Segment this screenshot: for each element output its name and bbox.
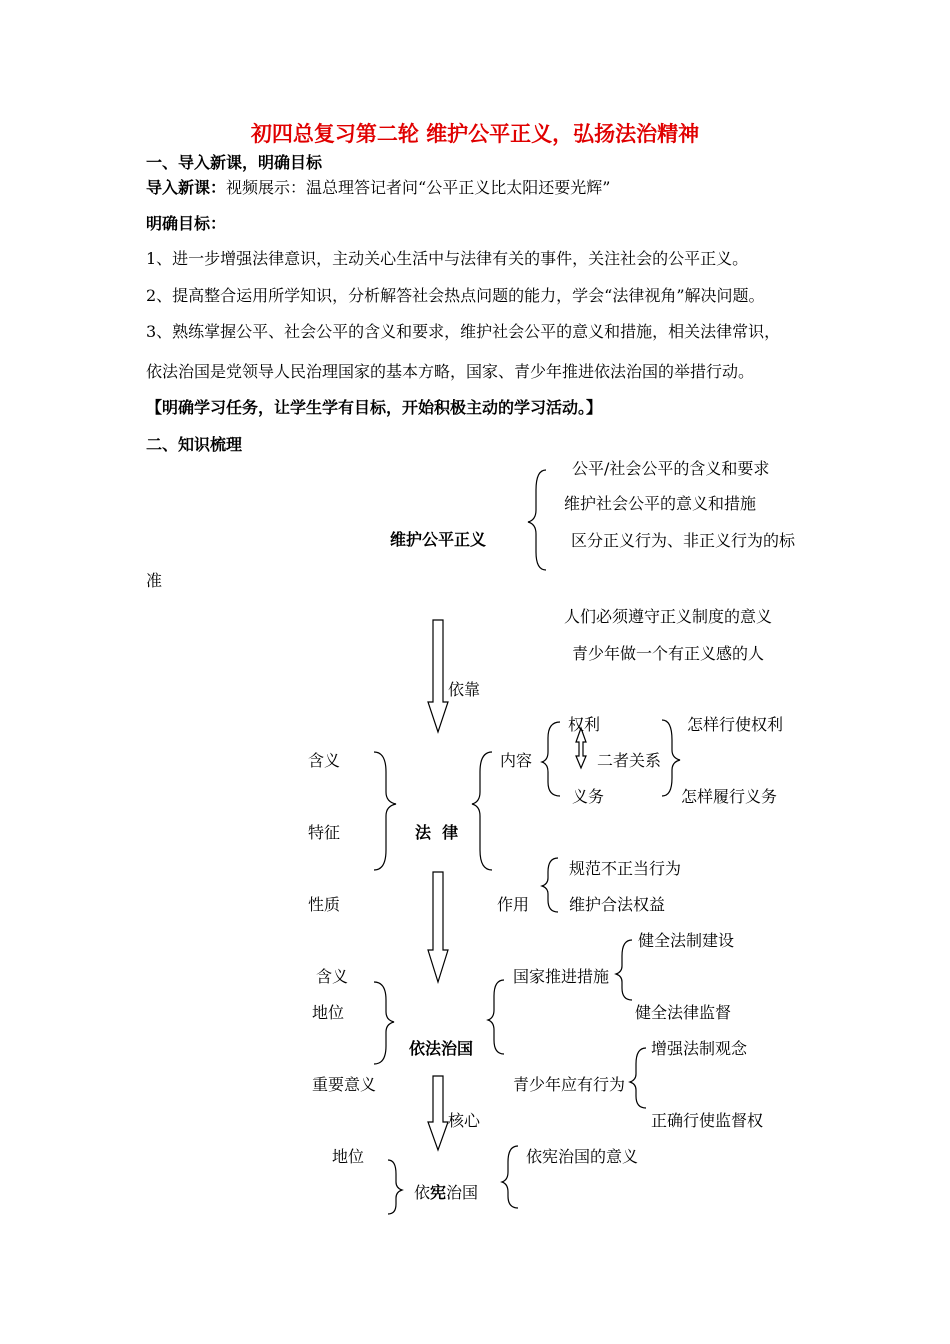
goals-label: 明确目标：	[146, 214, 227, 233]
justice-item: 区分正义行为、非正义行为的标	[571, 531, 796, 550]
relation-brace	[662, 720, 680, 796]
intro-label: 导入新课：	[146, 178, 227, 197]
law-duties: 义务	[572, 787, 605, 806]
law-function-item: 规范不正当行为	[569, 859, 682, 878]
constitution-center	[414, 1183, 478, 1203]
arrow-down-1	[428, 620, 448, 732]
rule-state-item: 健全法制建设	[638, 931, 735, 950]
justice-item-wrap: 准	[146, 571, 163, 590]
justice-center: 维护公平正义	[390, 530, 487, 549]
law-center: 法 律	[415, 823, 459, 842]
justice-item: 公平/社会公平的含义和要求	[572, 459, 770, 478]
function-brace	[542, 858, 558, 912]
law-function-item: 维护合法权益	[569, 895, 666, 914]
constitution-right-item: 依宪治国的意义	[526, 1147, 639, 1166]
law-left-brace	[374, 752, 396, 870]
constitution-center-bold: 宪	[430, 1183, 447, 1202]
rule-youth-item: 正确行使监督权	[651, 1111, 764, 1130]
rule-center: 依法治国	[409, 1039, 474, 1058]
rule-youth-label: 青少年应有行为	[513, 1075, 626, 1094]
law-left-item: 含义	[308, 751, 341, 770]
constitution-center-suffix: 治国	[446, 1183, 479, 1202]
constitution-left-brace	[388, 1160, 402, 1214]
justice-brace	[528, 470, 546, 570]
rule-state-label: 国家推进措施	[513, 967, 610, 986]
intro-text: 视频展示：温总理答记者问“公平正义比太阳还要光辉”	[226, 178, 611, 197]
page-title: 初四总复习第二轮 维护公平正义，弘扬法治精神	[250, 122, 700, 146]
content-brace	[542, 722, 560, 796]
rule-left-brace	[374, 982, 394, 1064]
rule-left-item: 含义	[316, 967, 349, 986]
law-relation: 二者关系	[597, 751, 662, 770]
section2-heading: 二、知识梳理	[146, 435, 243, 454]
section1-note: 【明确学习任务，让学生学有目标，开始积极主动的学习活动。】	[146, 398, 603, 417]
law-rights: 权利	[568, 715, 601, 734]
justice-item: 维护社会公平的意义和措施	[564, 494, 757, 513]
section1-heading: 一、导入新课，明确目标	[146, 153, 323, 172]
arrow3-label: 核心	[448, 1111, 481, 1130]
constitution-center-prefix: 依	[414, 1183, 431, 1202]
arrow1-label: 依靠	[448, 680, 481, 699]
goal-3-cont: 依法治国是党领导人民治理国家的基本方略，国家、青少年推进依法治国的举措行动。	[146, 362, 755, 381]
goal-1: 1、进一步增强法律意识，主动关心生活中与法律有关的事件，关注社会的公平正义。	[146, 249, 749, 268]
law-function-label: 作用	[497, 895, 530, 914]
justice-item: 青少年做一个有正义感的人	[572, 644, 765, 663]
goal-3: 3、熟练掌握公平、社会公平的含义和要求，维护社会公平的意义和措施，相关法律常识，	[146, 322, 781, 341]
law-right-brace	[472, 752, 492, 870]
rule-youth-item: 增强法制观念	[651, 1039, 748, 1058]
goal-2: 2、提高整合运用所学知识，分析解答社会热点问题的能力，学会“法律视角”解决问题。	[146, 286, 765, 305]
justice-item: 人们必须遵守正义制度的意义	[564, 607, 773, 626]
youth-brace	[630, 1048, 646, 1108]
arrow-down-3	[428, 1076, 448, 1150]
state-brace	[616, 940, 632, 1000]
arrow-down-2	[428, 872, 448, 982]
rule-left-item: 重要意义	[312, 1075, 377, 1094]
law-left-item: 性质	[308, 895, 341, 914]
rule-left-item: 地位	[312, 1003, 345, 1022]
constitution-right-brace	[502, 1146, 518, 1208]
law-exercise-rights: 怎样行使权利	[687, 715, 784, 734]
constitution-left-item: 地位	[332, 1147, 365, 1166]
law-content-label: 内容	[500, 751, 533, 770]
law-fulfill-duties: 怎样履行义务	[681, 787, 778, 806]
law-left-item: 特征	[308, 823, 341, 842]
rule-right-brace	[488, 980, 504, 1054]
rule-state-item: 健全法律监督	[635, 1003, 732, 1022]
